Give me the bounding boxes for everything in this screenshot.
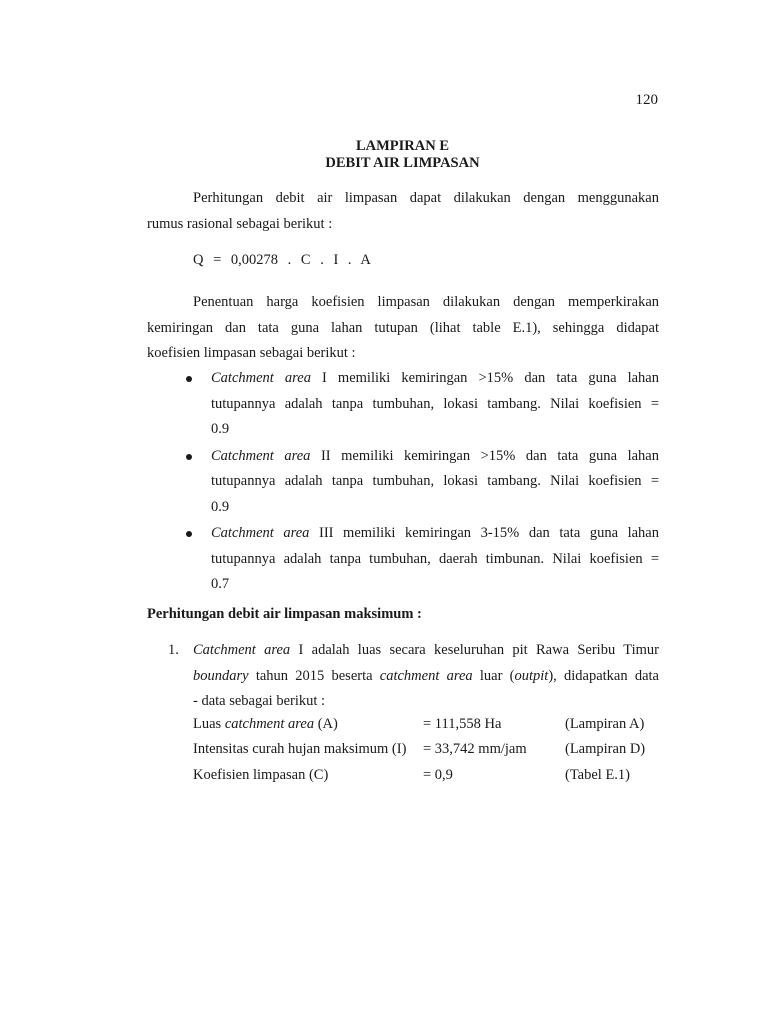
appendix-subtitle: DEBIT AIR LIMPASAN xyxy=(325,155,480,171)
item-line-1: Catchment area I adalah luas secara keseluruhan pit Rawa Seribu Timur xyxy=(193,642,659,658)
item-line-3: - data sebagai berikut : xyxy=(193,693,326,709)
bullet-line-2: tutupannya adalah tanpa tumbuhan, lokasi tambang. Nilai koefisien = xyxy=(211,473,659,489)
bullet-line-2: tutupannya adalah tanpa tumbuhan, lokasi tambang. Nilai koefisien = xyxy=(211,395,659,412)
row-value: = 111,558 Ha xyxy=(423,716,502,732)
bullet-dot-icon xyxy=(186,454,192,460)
coefficient-bullet-list xyxy=(186,366,659,599)
coef-line-2: kemiringan dan tata guna lahan tutupan (lihat table E.1), sehingga didapat xyxy=(147,319,659,336)
row-reference: (Lampiran D) xyxy=(565,741,646,757)
row-reference: (Tabel E.1) xyxy=(565,767,631,783)
bullet-line-3: 0.7 xyxy=(211,576,230,592)
coefficient-paragraph xyxy=(147,290,659,367)
appendix-title: LAMPIRAN E xyxy=(355,138,450,154)
coef-line-3: koefisien limpasan sebagai berikut : xyxy=(147,345,356,361)
numbered-item-1 xyxy=(168,638,659,715)
bullet-line-1: Catchment area II memiliki kemiringan >15% dan tata guna lahan xyxy=(211,447,659,464)
row-reference: (Lampiran A) xyxy=(565,716,645,732)
page-number: 120 xyxy=(635,92,658,108)
item-line-2: boundary tahun 2015 beserta catchment area luar (outpit), didapatkan data xyxy=(193,667,659,684)
row-value: = 0,9 xyxy=(423,767,453,783)
row-value: = 33,742 mm/jam xyxy=(423,741,527,757)
intro-line-2: rumus rasional sebagai berikut : xyxy=(147,215,333,232)
bullet-dot-icon xyxy=(186,531,192,537)
coef-line-1: Penentuan harga koefisien limpasan dilakukan dengan memperkirakan xyxy=(193,294,659,310)
row-label: Koefisien limpasan (C) xyxy=(193,767,329,783)
intro-line-1: Perhitungan debit air limpasan dapat dilakukan dengan menggunakan xyxy=(193,190,659,206)
row-label: Luas catchment area (A) xyxy=(193,716,338,732)
bullet-item xyxy=(186,521,659,598)
bullet-dot-icon xyxy=(186,376,192,382)
intro-paragraph xyxy=(147,186,659,237)
bullet-line-2: tutupannya adalah tanpa tumbuhan, daerah timbunan. Nilai koefisien = xyxy=(211,550,659,567)
item-number: 1. xyxy=(168,642,179,658)
bullet-item xyxy=(186,444,659,521)
bullet-line-1: Catchment area I memiliki kemiringan >15% dan tata guna lahan xyxy=(211,370,659,386)
section-heading: Perhitungan debit air limpasan maksimum : xyxy=(147,606,422,622)
bullet-item xyxy=(186,366,659,443)
row-label: Intensitas curah hujan maksimum (I) xyxy=(193,741,407,757)
rational-formula: Q = 0,00278 . C . I . A xyxy=(193,252,371,268)
bullet-line-3: 0.9 xyxy=(211,498,230,515)
bullet-line-3: 0.9 xyxy=(211,421,230,437)
item-body xyxy=(193,638,659,715)
bullet-line-1: Catchment area III memiliki kemiringan 3-15% dan tata guna lahan xyxy=(211,525,659,541)
